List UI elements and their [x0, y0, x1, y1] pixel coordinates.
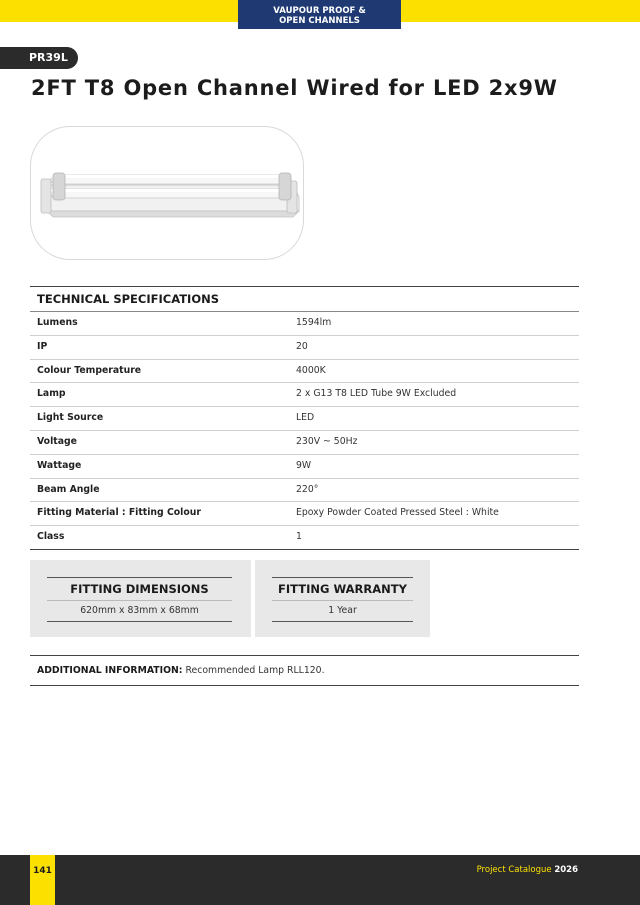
spec-label: Colour Temperature — [37, 364, 142, 376]
product-image-frame — [30, 126, 304, 260]
additional-text: Recommended Lamp RLL120. — [185, 665, 325, 676]
spec-value: LED — [296, 412, 315, 424]
spec-value: 230V ~ 50Hz — [296, 435, 358, 447]
spec-value: 1594lm — [296, 317, 332, 328]
product-title: 2FT T8 Open Channel Wired for LED 2x9W — [31, 76, 558, 100]
spec-label: Beam Angle — [37, 483, 100, 495]
catalogue-label — [477, 865, 578, 875]
product-image-luminaire — [31, 127, 305, 261]
spec-value: 1 — [296, 531, 302, 543]
catalogue-year: 2026 — [554, 865, 578, 875]
spec-value: 4000K — [296, 364, 326, 376]
product-code: PR39L — [29, 51, 68, 64]
additional-information — [30, 655, 579, 686]
spec-row — [30, 336, 579, 360]
spec-value: 20 — [296, 340, 308, 352]
footer-bar — [0, 855, 640, 905]
spec-row — [30, 360, 579, 384]
spec-label: Class — [37, 531, 65, 543]
spec-label: Fitting Material : Fitting Colour — [37, 507, 201, 519]
specs-heading: TECHNICAL SPECIFICATIONS — [30, 286, 579, 312]
dimensions-heading: FITTING DIMENSIONS — [70, 582, 209, 596]
spec-value: 2 x G13 T8 LED Tube 9W Excluded — [296, 388, 457, 400]
spec-row — [30, 407, 579, 431]
category-label: VAUPOUR PROOF & OPEN CHANNELS — [273, 6, 366, 26]
spec-row — [30, 479, 579, 503]
spec-row — [30, 455, 579, 479]
card-rule — [272, 621, 413, 622]
spec-label: Wattage — [37, 459, 82, 471]
spec-value: 9W — [296, 459, 312, 471]
spec-label: Voltage — [37, 435, 77, 447]
card-rule — [47, 621, 232, 622]
product-code-badge — [0, 47, 78, 69]
warranty-heading: FITTING WARRANTY — [278, 582, 407, 596]
spec-label: Lumens — [37, 317, 78, 328]
spec-label: Light Source — [37, 412, 104, 424]
spec-value: 220° — [296, 483, 319, 495]
fitting-warranty-card — [255, 560, 430, 637]
warranty-value: 1 Year — [328, 605, 357, 616]
spec-label: Lamp — [37, 388, 66, 400]
page-number: 141 — [30, 855, 55, 905]
additional-label: ADDITIONAL INFORMATION: — [37, 665, 183, 676]
category-tab — [238, 0, 401, 29]
spec-value: Epoxy Powder Coated Pressed Steel : White — [296, 507, 499, 519]
spec-row — [30, 502, 579, 526]
catalogue-name: Project Catalogue — [476, 865, 552, 875]
technical-specifications — [30, 286, 579, 550]
dimensions-value: 620mm x 83mm x 68mm — [80, 605, 199, 616]
spec-row — [30, 431, 579, 455]
spec-row — [30, 312, 579, 336]
fitting-dimensions-card — [30, 560, 251, 637]
spec-row — [30, 526, 579, 550]
spec-label: IP — [37, 340, 48, 352]
spec-row — [30, 383, 579, 407]
